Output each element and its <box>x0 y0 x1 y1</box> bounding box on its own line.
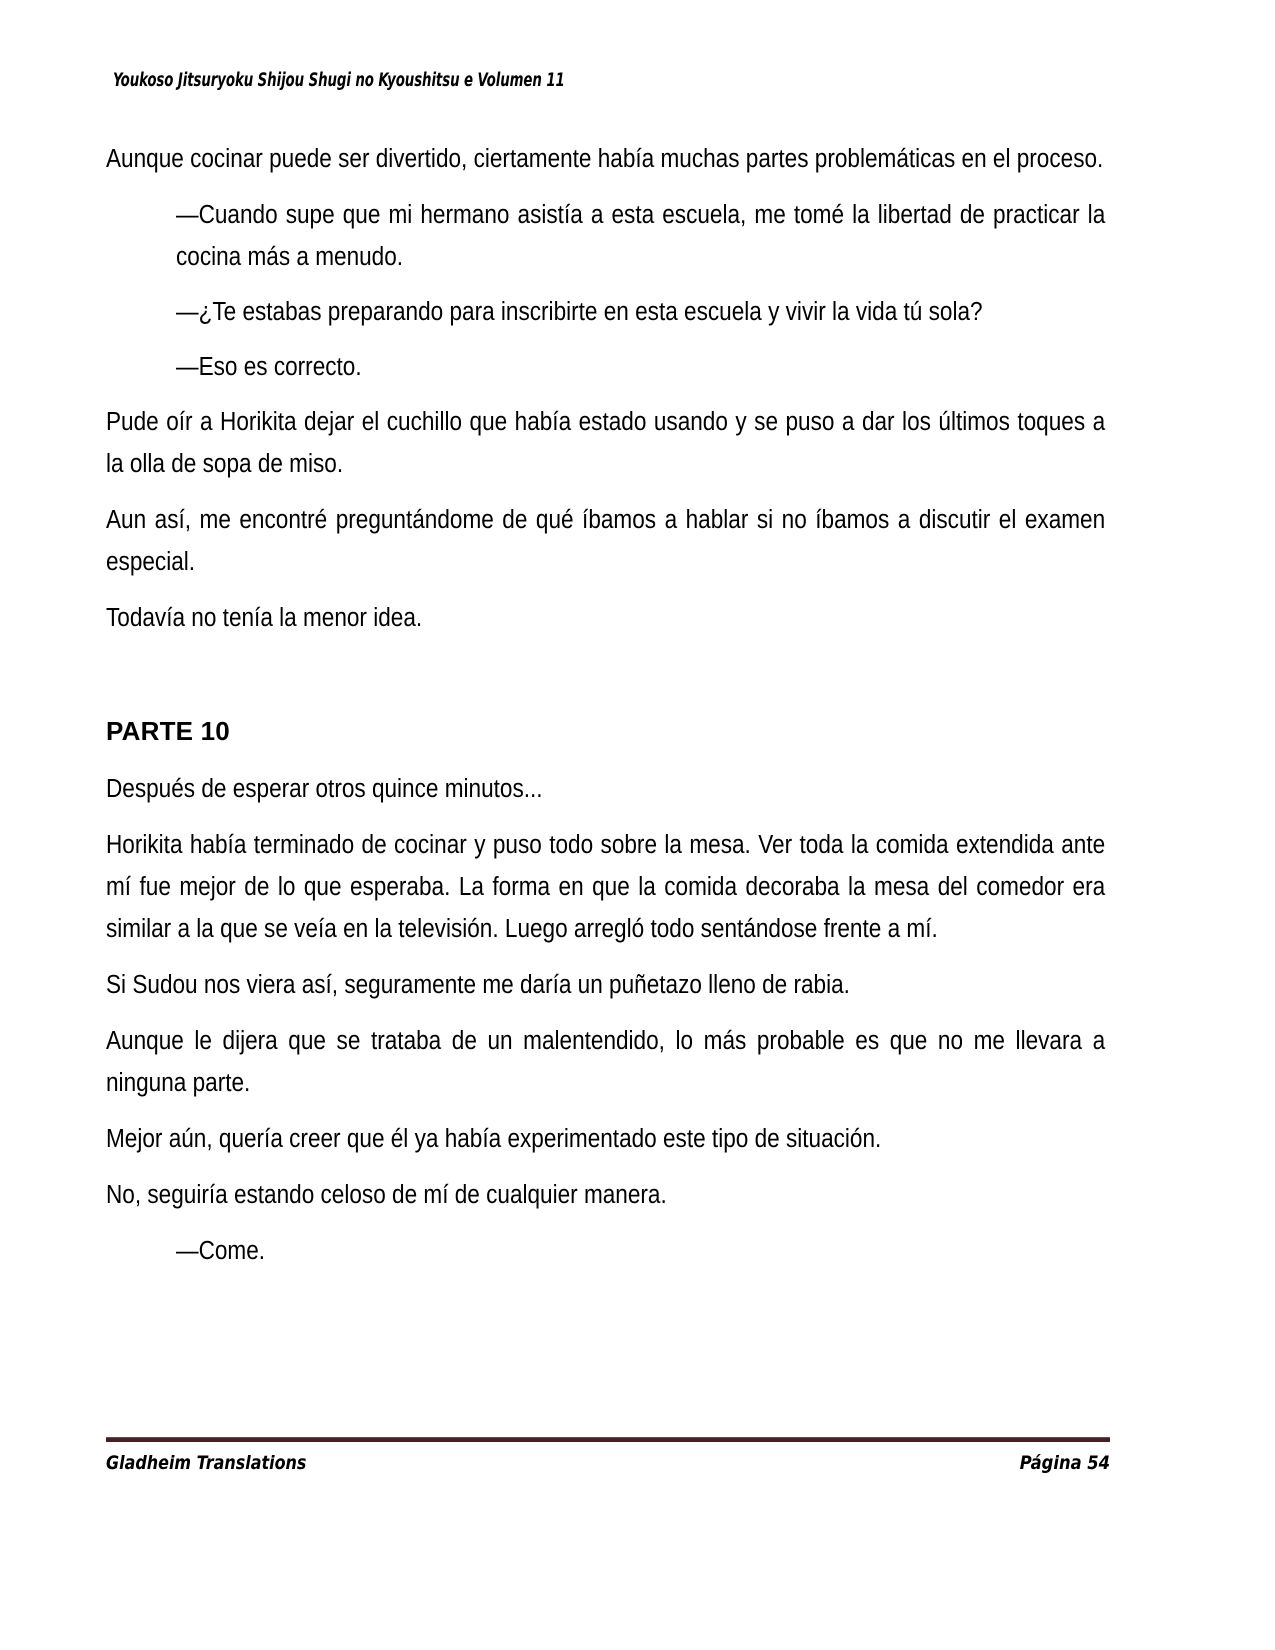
dialogue-paragraph: —¿Te estabas preparando para inscribirte en esta escuela y vivir la vida tú sola? <box>176 298 983 326</box>
page-footer <box>106 1452 1110 1492</box>
body-paragraph: No, seguiría estando celoso de mí de cualquier manera. <box>106 1181 667 1209</box>
body-paragraph: Mejor aún, quería creer que él ya había experimentado este tipo de situación. <box>106 1125 882 1153</box>
translation-group-credit: Gladheim Translations <box>106 1452 307 1474</box>
dialogue-paragraph: —Cuando supe que mi hermano asistía a esta escuela, me tomé la libertad de practicar la cocina más a menudo. <box>176 201 1106 271</box>
body-paragraph: Todavía no tenía la menor idea. <box>106 604 423 632</box>
body-paragraph: Después de esperar otros quince minutos... <box>106 775 543 803</box>
part-heading: PARTE 10 <box>106 716 230 746</box>
page-number: Página 54 <box>1019 1452 1110 1474</box>
section-spacer <box>106 653 1106 711</box>
body-paragraph: Aun así, me encontré preguntándome de qué íbamos a hablar si no íbamos a discutir el examen especial. <box>106 506 1106 576</box>
page-body <box>106 138 1106 1285</box>
dialogue-paragraph: —Eso es correcto. <box>176 353 362 381</box>
dialogue-paragraph: —Come. <box>176 1237 266 1265</box>
body-paragraph: Si Sudou nos viera así, seguramente me daría un puñetazo lleno de rabia. <box>106 971 850 999</box>
body-paragraph: Aunque cocinar puede ser divertido, ciertamente había muchas partes problemáticas en el proceso. <box>106 145 1104 173</box>
footer-divider <box>106 1437 1110 1442</box>
body-paragraph: Aunque le dijera que se trataba de un malentendido, lo más probable es que no me llevara a ninguna parte. <box>106 1027 1106 1097</box>
running-header <box>113 70 1113 91</box>
body-paragraph: Horikita había terminado de cocinar y puso todo sobre la mesa. Ver toda la comida extendida ante mí fue mejor de lo que esperaba. La forma en que la comida decoraba la mesa del comedor era similar a la que se veía en la televisión. Luego arregló todo sentándose frente a mí. <box>106 831 1106 943</box>
book-title: Youkoso Jitsuryoku Shijou Shugi no Kyoushitsu e Volumen 11 <box>113 70 565 91</box>
body-paragraph: Pude oír a Horikita dejar el cuchillo que había estado usando y se puso a dar los últimos toques a la olla de sopa de miso. <box>106 408 1106 478</box>
